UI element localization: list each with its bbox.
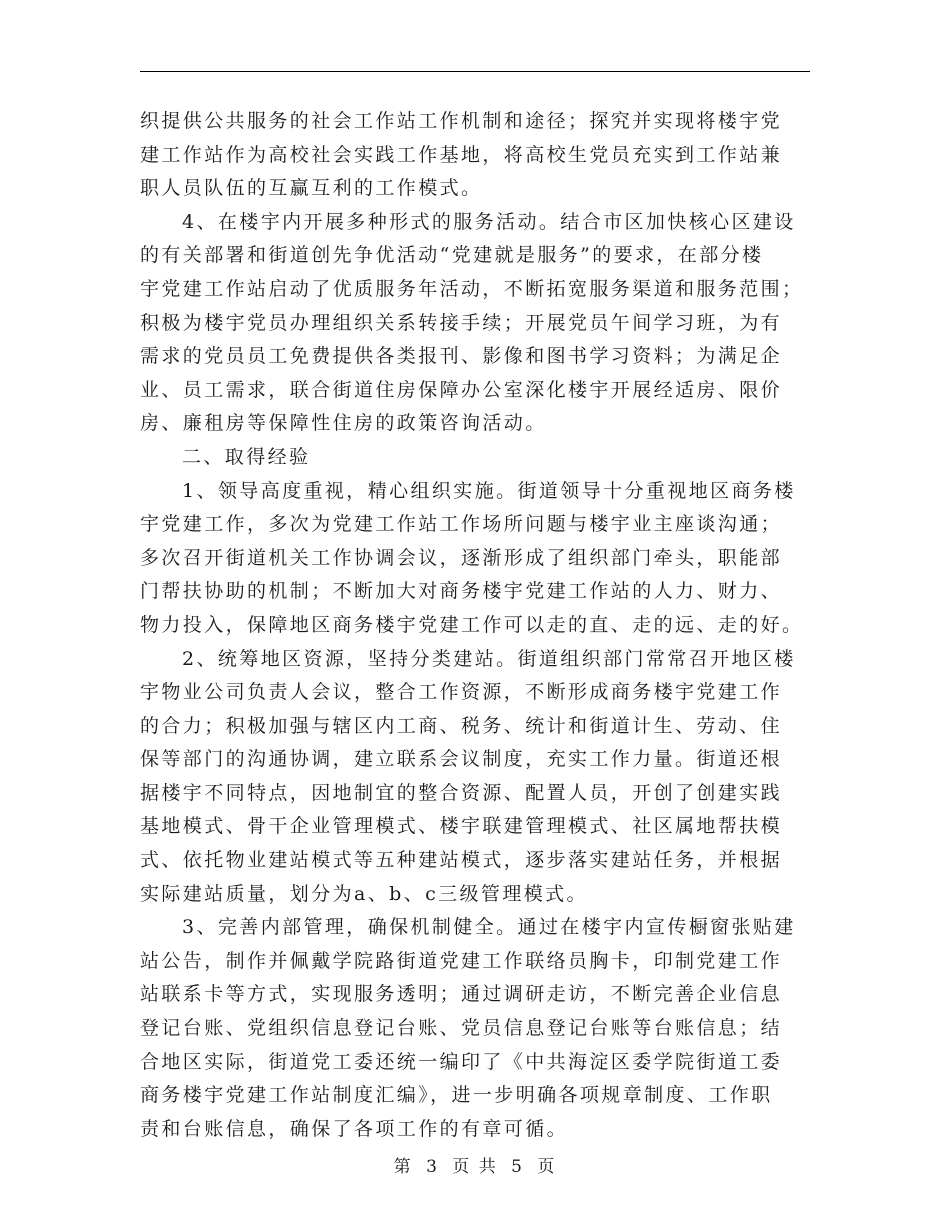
- text-line: 的有关部署和街道创先争优活动“党建就是服务”的要求，在部分楼: [140, 244, 764, 267]
- text-line: 式、依托物业建站模式等五种建站模式，逐步落实建站任务，并根据: [140, 849, 783, 872]
- text-line: 需求的党员员工免费提供各类报刊、影像和图书学习资料；为满足企: [140, 345, 783, 368]
- text-line: 职人员队伍的互赢互利的工作模式。: [140, 177, 483, 200]
- text-line: 保等部门的沟通协调，建立联系会议制度，充实工作力量。街道还根: [140, 748, 783, 771]
- text-line: 织提供公共服务的社会工作站工作机制和途径；探究并实现将楼宇党: [140, 110, 783, 132]
- document-body: [140, 105, 810, 1146]
- page-footer: [0, 1152, 950, 1177]
- text-line: 二、取得经验: [182, 445, 311, 468]
- footer-page-number: 3: [426, 1157, 439, 1177]
- text-line: 3、完善内部管理，确保机制健全。通过在楼宇内宣传橱窗张贴建: [182, 916, 796, 939]
- text-line: 站联系卡等方式，实现服务透明；通过调研走访，不断完善企业信息: [140, 983, 783, 1006]
- text-line: 宇物业公司负责人会议，整合工作资源，不断形成商务楼宇党建工作: [140, 681, 783, 704]
- footer-prefix: 第: [393, 1157, 413, 1177]
- text-line: 宇党建工作，多次为党建工作站工作场所问题与楼宇业主座谈沟通；: [140, 513, 783, 536]
- header-rule: [140, 71, 810, 72]
- text-line: 登记台账、党组织信息登记台账、党员信息登记台账等台账信息；结: [140, 1017, 783, 1040]
- text-line: 1、领导高度重视，精心组织实施。街道领导十分重视地区商务楼: [182, 479, 796, 502]
- text-line: 建工作站作为高校社会实践工作基地，将高校生党员充实到工作站兼: [140, 143, 783, 166]
- text-line: 物力投入，保障地区商务楼宇党建工作可以走的直、走的远、走的好。: [140, 613, 804, 636]
- text-line: 合地区实际，街道党工委还统一编印了《中共海淀区委学院街道工委: [140, 1050, 783, 1073]
- text-line: 多次召开街道机关工作协调会议，逐渐形成了组织部门牵头，职能部: [140, 546, 783, 569]
- text-line: 门帮扶协助的机制；不断加大对商务楼宇党建工作站的人力、财力、: [140, 580, 783, 603]
- text-line: 的合力；积极加强与辖区内工商、税务、统计和街道计生、劳动、住: [140, 714, 783, 737]
- text-line: 基地模式、骨干企业管理模式、楼宇联建管理模式、社区属地帮扶模: [140, 815, 783, 838]
- text-line: 2、统筹地区资源，坚持分类建站。街道组织部门常常召开地区楼: [182, 647, 796, 670]
- text-line: 宇党建工作站启动了优质服务年活动，不断拓宽服务渠道和服务范围；: [140, 277, 804, 300]
- text-line: 积极为楼宇党员办理组织关系转接手续；开展党员午间学习班，为有: [140, 311, 783, 334]
- text-line: 4、在楼宇内开展多种形式的服务活动。结合市区加快核心区建设: [182, 210, 796, 233]
- text-line: 房、廉租房等保障性住房的政策咨询活动。: [140, 412, 547, 435]
- text-line: 责和台账信息，确保了各项工作的有章可循。: [140, 1117, 569, 1140]
- text-line: 站公告，制作并佩戴学院路街道党建工作联络员胸卡，印制党建工作: [140, 949, 783, 972]
- text-line: 据楼宇不同特点，因地制宜的整合资源、配置人员，开创了创建实践: [140, 781, 783, 804]
- text-line: 商务楼宇党建工作站制度汇编》，进一步明确各项规章制度、工作职: [140, 1084, 773, 1107]
- footer-middle: 页 共: [452, 1157, 498, 1177]
- text-line: 业、员工需求，联合街道住房保障办公室深化楼宇开展经适房、限价: [140, 378, 783, 401]
- footer-suffix: 页: [537, 1157, 557, 1177]
- footer-total-pages: 5: [511, 1157, 524, 1177]
- text-line: 实际建站质量，划分为a、b、c三级管理模式。: [140, 882, 588, 905]
